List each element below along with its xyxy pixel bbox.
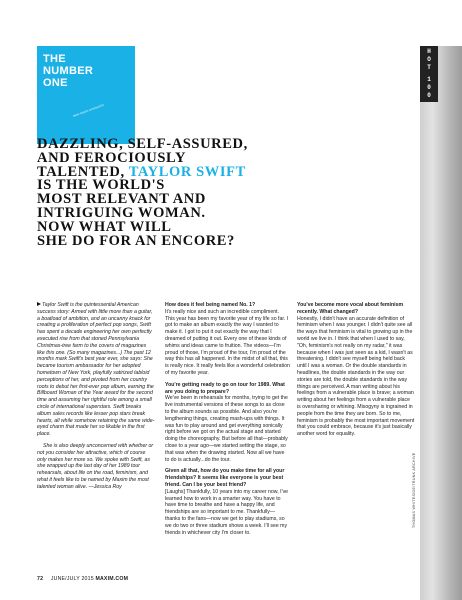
hot-tab-digit: 0 <box>427 84 431 91</box>
hot-tab-digit: 1 <box>427 76 431 83</box>
answer: [Laughs] Thankfully, 10 years into my career now, I've learned how to work in a smarter way. You have to have time to breathe and have a happy life, and friendships are so important to me. Thankfully—thanks to the fans—now we get to play stadiums, so we do two or three stadium shows a week. I'll see my friends in whichever city I'm closer to. <box>165 488 289 536</box>
cover-photo-strip <box>420 46 462 600</box>
intro-column <box>37 302 155 496</box>
answer: Honestly, I didn't have an accurate definition of feminism when I was younger. I didn't quite see all the ways that feminism is vital to growing up in the world we live in. I think that when I used to say, "Oh, feminism's not really on my radar," it was because when I was just seen as a kid, I wasn't as threatening. I didn't see myself being held back until I was a woman. Or the double standards in headlines, the double standards in the way our stories are told, the double standards in the way things are perceived. A man writing about his feelings from a vulnerable place is brave; a woman writing about her feelings from a vulnerable place is oversharing or whining. Misogyny is ingrained in people from the time they are born. So to me, feminism is probably the most important movement that you could embrace, because it's just basically another word for equality. <box>297 315 415 438</box>
headline-line: MOST RELEVANT AND <box>37 191 206 208</box>
headline-line: SHE DO FOR AN ENCORE? <box>37 232 235 249</box>
question: You're getting ready to go on tour for 1989. What are you doing to prepare? <box>165 381 285 395</box>
headline-name-highlight: TAYLOR SWIFT <box>128 163 246 180</box>
headline-text: TALENTED, <box>37 163 129 180</box>
photo-credit <box>412 452 420 536</box>
hot-tab-letter: T <box>427 64 431 71</box>
question: How does it feel being named No. 1? <box>165 302 256 308</box>
question: You've become more vocal about feminism recently. What changed? <box>297 302 404 315</box>
start-triangle-icon <box>37 302 41 306</box>
badge-line: THE <box>43 53 66 65</box>
headline-line: IS THE WORLD'S <box>37 177 165 194</box>
headline <box>37 138 277 248</box>
footer-brand: MAXIM.COM <box>95 576 129 582</box>
badge-line: ONE <box>43 77 68 89</box>
hot-tab-letter: O <box>427 56 431 63</box>
hot-100-tab <box>420 46 438 102</box>
headline-line: DAZZLING, SELF-ASSURED, <box>37 136 248 152</box>
intro-paragraph <box>37 302 155 438</box>
hot-tab-digit: 0 <box>427 92 431 99</box>
number-one-badge <box>37 46 135 144</box>
headline-line: INTRIGUING WOMAN. <box>37 204 206 221</box>
headline-line: AND FEROCIOUSLY <box>37 149 187 166</box>
answer: We've been in rehearsals for months, trying to get the live instrumental versions of these songs to as close to the album sounds as possible. And also you're lengthening things, creating mash-ups with things. It was fun to play around and get everything sonically right before we got on the actual stage and started doing the choreography. But before all that—probably close to a year ago—we started setting the stage, so that was when the drawing started. Now all we have to do is actually...do the tour. <box>165 395 288 463</box>
hot-tab-letter: H <box>427 48 431 55</box>
question: Given all that, how do you make time for all your friendships? It seems like everyone is your best friend. Can I be your best friend? <box>165 468 285 488</box>
page-footer <box>37 576 128 582</box>
interview-column-1 <box>165 302 290 541</box>
interview-column-2 <box>297 302 415 443</box>
badge-line: NUMBER <box>43 65 94 77</box>
intro-text: Taylor Swift is the quintessential American success story: Armed with little more than a guitar, a boatload of ambition, and an uncanny knack for creating a proliferation of perfect pop songs, Swift has spent a decade engineering her own perfectly executed rise from that stoned Pennsylvania Christmas-tree farm to the covers of magazines like this one. (So many magazines...) The past 12 months mark Swift's best year ever, she says: She became tourism ambassador for her adopted hometown of New York, playfully satirized tabloid perceptions of her, and pivoted from her country roots to debut her first-ever pop album, earning the Billboard Woman of the Year award for the second time and assuming her rightful role among a small circle of international superstars. Swift breaks album sales records like lesser pop stars break hearts, all while somehow retaining the same wide-eyed charm that made her so likable in the first place. <box>37 302 155 438</box>
answer: It's really nice and such an incredible compliment. This year has been my favorite year of my life so far. I got to make an album exactly the way I wanted to make it. I got to put it out exactly the way that I dreamed of putting it out. Every one of these kinds of whims and ideas came to fruition. The videos—I'm proud of those, I'm proud of the tour, I'm proud of the way this has all happened. In the midst of all that, this is really nice. It really feels like a wonderful celebration of my favorite year. <box>165 308 290 376</box>
page-number: 72 <box>37 576 44 582</box>
photo-credit-text: THOMAS WHITESIDE/TRUNK ARCHIVE <box>412 452 416 528</box>
badge-tag: www.maxim.com/hot100 <box>72 102 105 118</box>
issue-date: JUNE/JULY 2015 <box>50 576 94 582</box>
intro-paragraph: She is also deeply unconcerned with whether or not you consider her attractive, which of course only makes her more so. We spoke with Swift, as she wrapped up the last day of her 1989 tour rehearsals, about life on the road, feminism, and what it feels like to be named by Maxim the most talented woman alive. —Jessica Roy <box>37 442 154 490</box>
headline-line: NOW WHAT WILL <box>37 218 172 235</box>
badge-title <box>43 53 93 89</box>
